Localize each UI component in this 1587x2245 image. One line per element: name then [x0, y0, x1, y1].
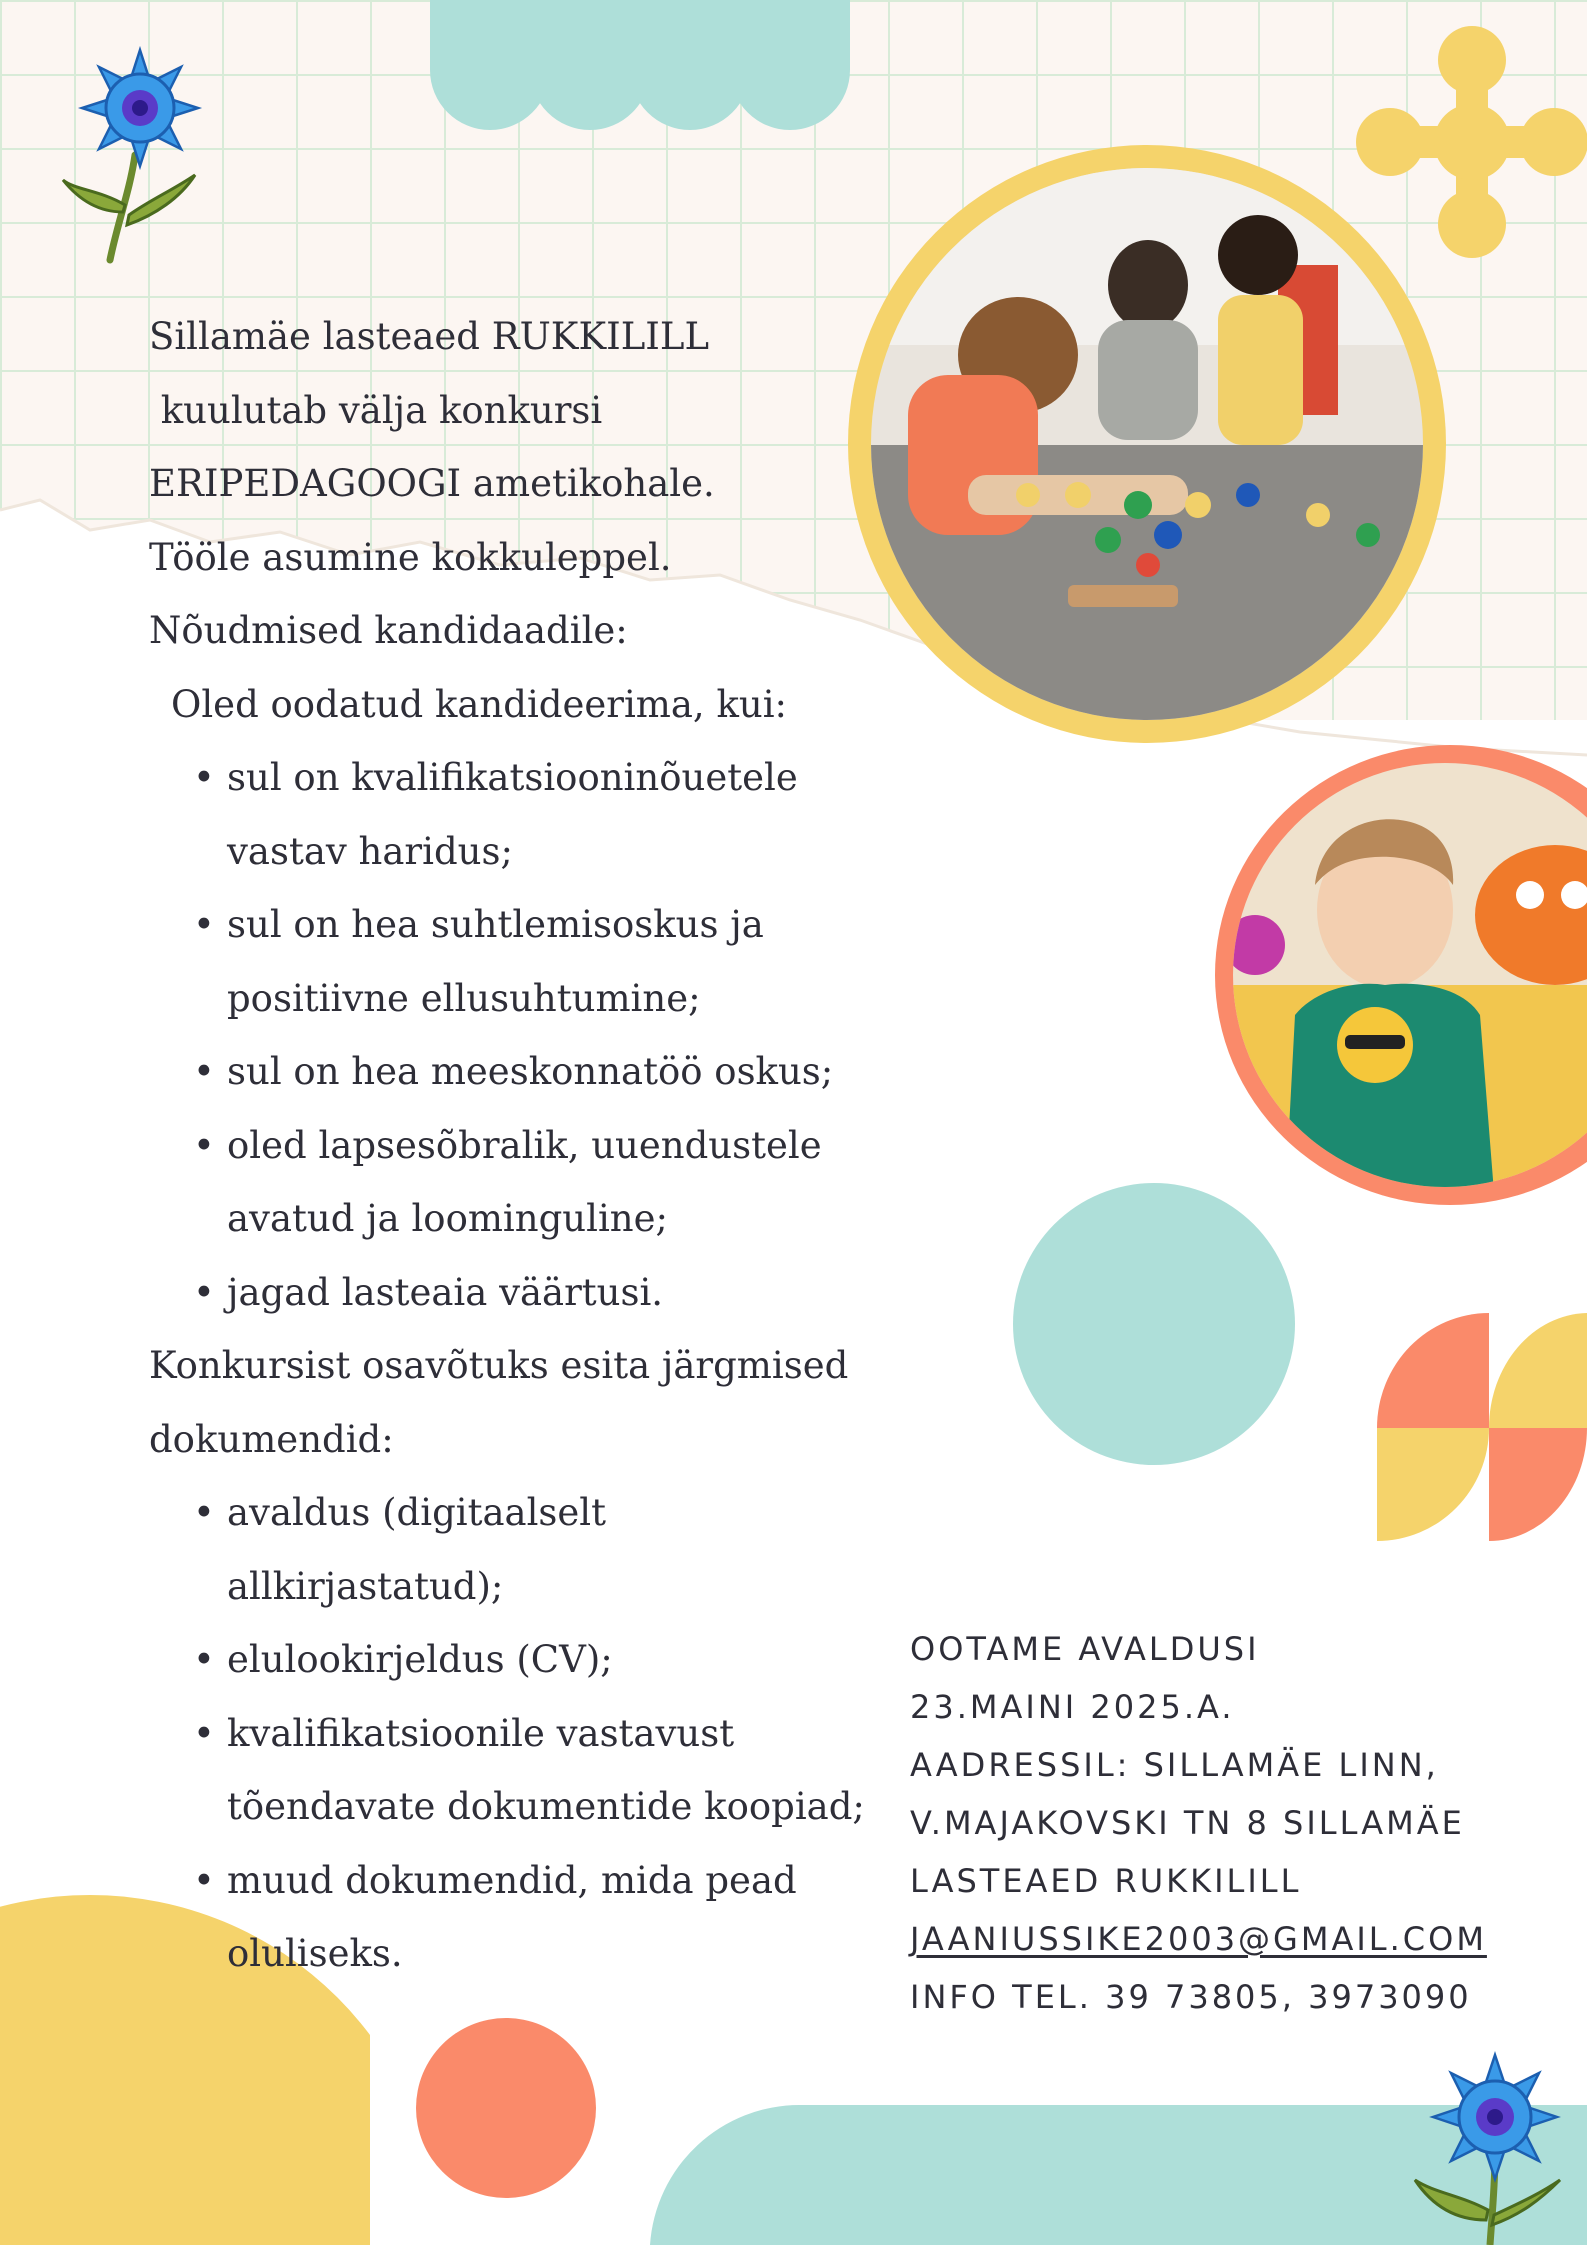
requirements-heading: Nõudmised kandidaadile: [149, 609, 628, 652]
list-item: • jagad lasteaia väärtusi. [149, 1256, 909, 1330]
contact-info [910, 1620, 1560, 2026]
position-line: ERIPEDAGOOGI ametikohale. [149, 462, 715, 505]
deadline-date: 23.MAINI 2025.A. [910, 1688, 1235, 1726]
list-item: • avaldus (digitaalselt allkirjastatud); [149, 1476, 909, 1623]
teal-circle-shape [1012, 1182, 1296, 1466]
documents-heading-cont: dokumendid: [149, 1417, 394, 1461]
bullet: • [193, 1711, 215, 1755]
list-item: • elulookirjeldus (CV); [149, 1623, 909, 1697]
cornflower-icon [55, 40, 215, 265]
cornflower-icon [1400, 2045, 1587, 2245]
start-date-line: Tööle asumine kokkuleppel. [149, 535, 672, 579]
bullet: • [193, 1050, 215, 1093]
deadline-heading: OOTAME AVALDUSI [910, 1630, 1260, 1668]
bullet: • [193, 1858, 215, 1902]
address-line: AADRESSIL: SILLAMÄE LINN, [910, 1746, 1439, 1784]
yellow-clover-shape [1352, 22, 1587, 262]
email-link[interactable]: JAANIUSSIKE2003@GMAIL.COM [910, 1920, 1487, 1958]
coral-circle-shape [415, 2017, 597, 2199]
bullet: • [193, 1638, 215, 1681]
children-playing-photo [848, 145, 1446, 743]
bullet: • [193, 1123, 215, 1167]
documents-list [149, 1476, 909, 1991]
announcement-line: kuulutab välja konkursi [149, 388, 603, 432]
kindergarten-line: LASTEAED RUKKILILL [910, 1862, 1302, 1900]
street-line: V.MAJAKOVSKI TN 8 SILLAMÄE [910, 1804, 1465, 1842]
bullet: • [193, 756, 215, 799]
list-item: • sul on kvalifikatsiooninõuetele vastav haridus; [149, 741, 909, 888]
quarter-circles-shape [1377, 1313, 1587, 1543]
list-item: • sul on hea suhtlemisoskus ja positiivne ellusuhtumine; [149, 888, 909, 1035]
teal-arches-shape [420, 0, 850, 130]
list-item: • sul on hea meeskonnatöö oskus; [149, 1035, 909, 1109]
posting-text [149, 300, 909, 1991]
bullet: • [193, 1491, 215, 1534]
documents-heading: Konkursist osavõtuks esita järgmised [149, 1344, 849, 1387]
list-item: • oled lapsesõbralik, uuendustele avatud ja loominguline; [149, 1109, 909, 1256]
bullet: • [193, 903, 215, 946]
requirements-list [149, 741, 909, 1329]
list-item: • muud dokumendid, mida pead oluliseks. [149, 1844, 909, 1991]
school-name-line: Sillamäe lasteaed RUKKILILL [149, 315, 710, 358]
requirements-intro: Oled oodatud kandideerima, kui: [171, 682, 787, 726]
list-item: • kvalifikatsioonile vastavust tõendavate dokumentide koopiad; [149, 1697, 909, 1844]
bullet: • [193, 1270, 215, 1314]
phone-line: INFO TEL. 39 73805, 3973090 [910, 1978, 1472, 2016]
